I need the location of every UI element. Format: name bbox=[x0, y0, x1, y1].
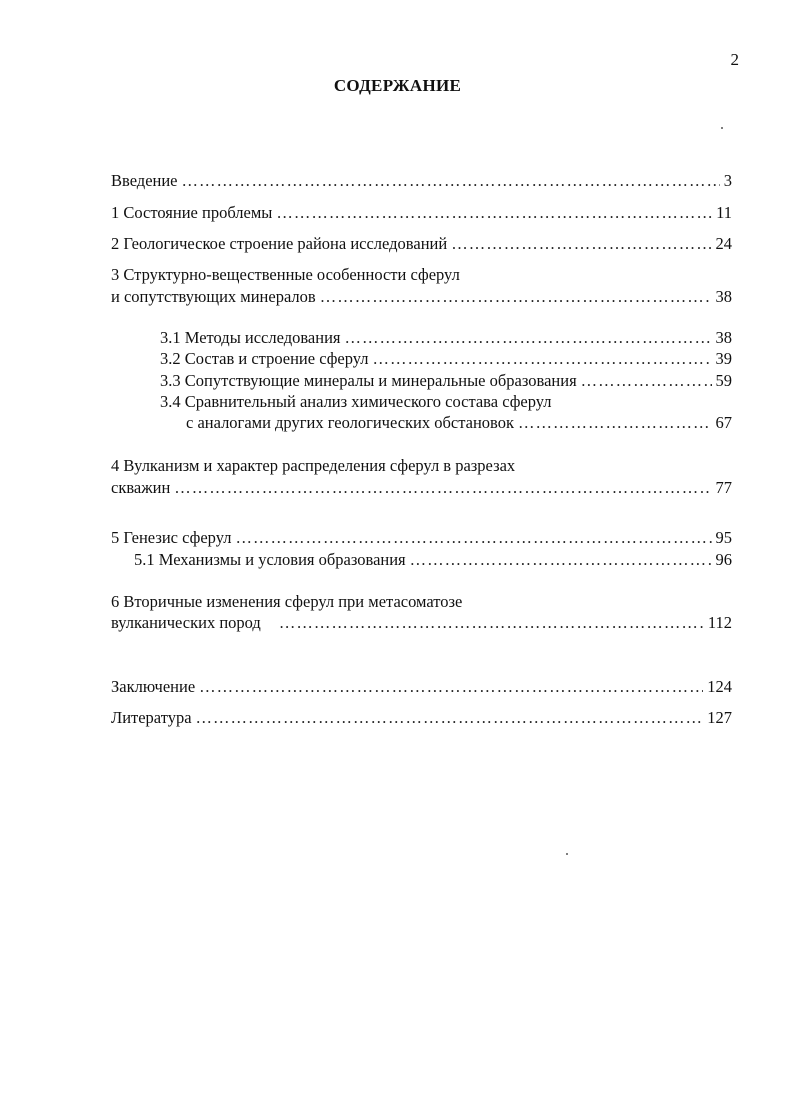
toc-leader bbox=[320, 286, 712, 308]
toc-entry-ch6-line1[interactable]: 6 Вторичные изменения сферул при метасоматозе bbox=[111, 592, 463, 611]
toc-label: Литература bbox=[111, 708, 192, 727]
toc-entry-ch6[interactable] bbox=[111, 612, 732, 634]
toc-entry-conclusion[interactable] bbox=[111, 676, 732, 698]
toc-leader bbox=[373, 348, 712, 370]
toc-page: 95 bbox=[715, 528, 732, 547]
toc-label: вулканических пород bbox=[111, 613, 261, 632]
toc-leader bbox=[199, 676, 703, 698]
toc-label: 3.2 Состав и строение сферул bbox=[160, 349, 369, 368]
toc-leader bbox=[196, 707, 704, 729]
toc-entry-ch3[interactable] bbox=[111, 286, 732, 308]
toc-entry-ch4-line1[interactable]: 4 Вулканизм и характер распределения сферул в разрезах bbox=[111, 456, 516, 475]
toc-page: 24 bbox=[715, 234, 732, 253]
toc-entry-ch1[interactable] bbox=[111, 202, 732, 224]
toc-label: 3.3 Сопутствующие минералы и минеральные образования bbox=[160, 371, 577, 390]
toc-page: 127 bbox=[707, 708, 732, 727]
toc-label: 5.1 Механизмы и условия образования bbox=[134, 550, 406, 569]
toc-page: 96 bbox=[715, 550, 732, 569]
scan-speck bbox=[566, 853, 568, 855]
toc-entry-ch4[interactable] bbox=[111, 477, 732, 499]
toc-leader bbox=[235, 527, 711, 549]
toc-leader bbox=[518, 412, 712, 434]
toc-entry-ch3-4[interactable] bbox=[186, 412, 732, 434]
toc-entry-ch3-line1[interactable]: 3 Структурно-вещественные особенности сферул bbox=[111, 265, 460, 284]
toc-label: 3.1 Методы исследования bbox=[160, 328, 341, 347]
toc-page: 124 bbox=[707, 677, 732, 696]
toc-label: 2 Геологическое строение района исследований bbox=[111, 234, 448, 253]
toc-page: 59 bbox=[715, 371, 732, 390]
toc-entry-ch3-1[interactable] bbox=[160, 327, 732, 349]
toc-leader bbox=[276, 202, 712, 224]
toc-label: с аналогами других геологических обстановок bbox=[186, 413, 514, 432]
toc-page: 77 bbox=[715, 478, 732, 497]
page-number: 2 bbox=[730, 50, 739, 69]
toc-entry-ch3-3[interactable] bbox=[160, 370, 732, 392]
toc-leader bbox=[182, 170, 720, 192]
scan-speck bbox=[721, 127, 723, 129]
toc-leader bbox=[345, 327, 712, 349]
toc-entry-ch5-1[interactable] bbox=[134, 549, 732, 571]
toc-entry-ch5[interactable] bbox=[111, 527, 732, 549]
toc-leader bbox=[410, 549, 712, 571]
toc-leader bbox=[279, 612, 704, 634]
toc-page: 11 bbox=[716, 203, 732, 222]
toc-entry-ch3-2[interactable] bbox=[160, 348, 732, 370]
toc-page: 112 bbox=[707, 613, 732, 632]
toc-page: 67 bbox=[715, 413, 732, 432]
toc-label: 5 Генезис сферул bbox=[111, 528, 232, 547]
toc-entry-references[interactable] bbox=[111, 707, 732, 729]
toc-page: 38 bbox=[715, 287, 732, 306]
toc-entry-ch2[interactable] bbox=[111, 233, 732, 255]
toc-leader bbox=[451, 233, 711, 255]
toc-label: Заключение bbox=[111, 677, 196, 696]
toc-label: скважин bbox=[111, 478, 171, 497]
toc-page: 39 bbox=[715, 349, 732, 368]
page-title: СОДЕРЖАНИЕ bbox=[333, 76, 462, 95]
toc-entry-intro[interactable] bbox=[111, 170, 732, 192]
toc-entry-ch3-4-line1[interactable]: 3.4 Сравнительный анализ химического состава сферул bbox=[160, 392, 552, 411]
toc-page: 38 bbox=[715, 328, 732, 347]
toc-leader bbox=[581, 370, 712, 392]
toc-leader bbox=[174, 477, 711, 499]
toc-label: 1 Состояние проблемы bbox=[111, 203, 273, 222]
toc-label: и сопутствующих минералов bbox=[111, 287, 316, 306]
toc-page: 3 bbox=[723, 171, 732, 190]
toc-label: Введение bbox=[111, 171, 178, 190]
